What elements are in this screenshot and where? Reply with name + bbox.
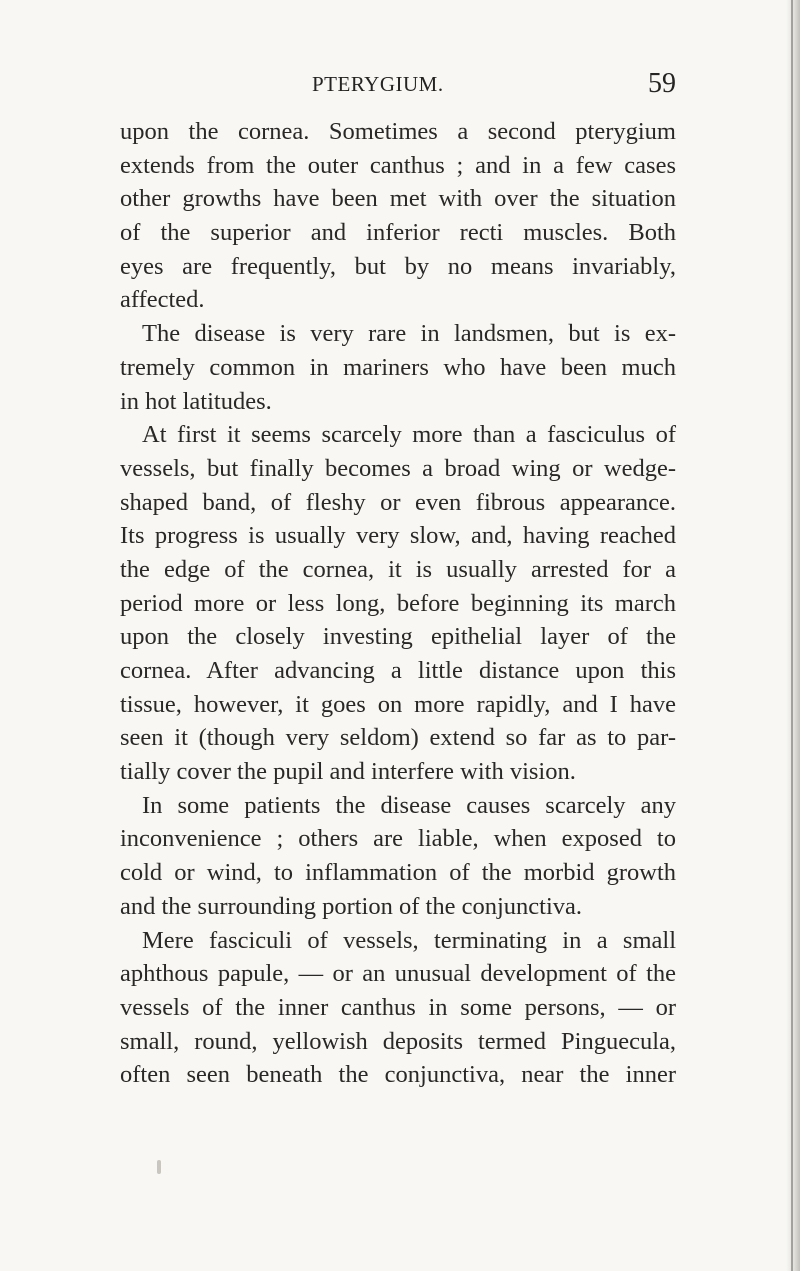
paragraph-start: Mere fasciculi of vessels, terminating in a small [142, 926, 676, 954]
page-edge-shadow [786, 0, 800, 1271]
body-text [120, 115, 676, 1092]
text-line: upon the cornea. Sometimes a second pterygium [120, 118, 676, 145]
text-line: eyes are frequently, but by no means invariably, [120, 252, 676, 280]
text-line: affected. [120, 286, 205, 314]
paragraph-start: In some patients the disease causes scarcely any [142, 791, 676, 819]
text-line: inconvenience ; others are liable, when exposed to [120, 825, 676, 853]
text-line: cold or wind, to inflammation of the morbid growth [120, 859, 676, 887]
text-line: vessels of the inner canthus in some persons, — or [120, 993, 676, 1021]
text-line: small, round, yellowish deposits termed Pinguecula, [120, 1027, 676, 1055]
text-line: other growths have been met with over the situation [120, 185, 676, 213]
text-line: period more or less long, before beginning its march [120, 589, 676, 617]
text-line: extends from the outer canthus ; and in a few cases [120, 151, 676, 179]
text-line: and the surrounding portion of the conjunctiva. [120, 892, 582, 920]
running-title: PTERYGIUM. [312, 72, 444, 96]
text-line: upon the closely investing epithelial layer of the [120, 623, 676, 651]
text-line: tially cover the pupil and interfere with vision. [120, 758, 576, 786]
text-line: the edge of the cornea, it is usually arrested for a [120, 555, 676, 583]
text-line: often seen beneath the conjunctiva, near the inner [120, 1061, 676, 1089]
text-line: of the superior and inferior recti muscles. Both [120, 219, 676, 247]
page-edge-line [791, 0, 793, 1271]
text-line: Its progress is usually very slow, and, having reached [120, 522, 676, 550]
paragraph-start: The disease is very rare in landsmen, but is ex- [142, 320, 676, 348]
text-line: tissue, however, it goes on more rapidly, and I have [120, 690, 676, 718]
text-line: shaped band, of fleshy or even fibrous appearance. [120, 488, 676, 516]
running-head [120, 68, 676, 102]
paper-speck [157, 1160, 161, 1174]
page-number: 59 [648, 68, 676, 99]
text-line: cornea. After advancing a little distance upon this [120, 657, 676, 684]
text-line: seen it (though very seldom) extend so far as to par- [120, 724, 676, 752]
text-line: in hot latitudes. [120, 387, 272, 415]
text-line: vessels, but finally becomes a broad wing or wedge- [120, 454, 676, 482]
paragraph-start: At first it seems scarcely more than a fasciculus of [142, 421, 676, 449]
text-line: tremely common in mariners who have been much [120, 353, 676, 381]
text-line: aphthous papule, — or an unusual development of the [120, 960, 676, 988]
